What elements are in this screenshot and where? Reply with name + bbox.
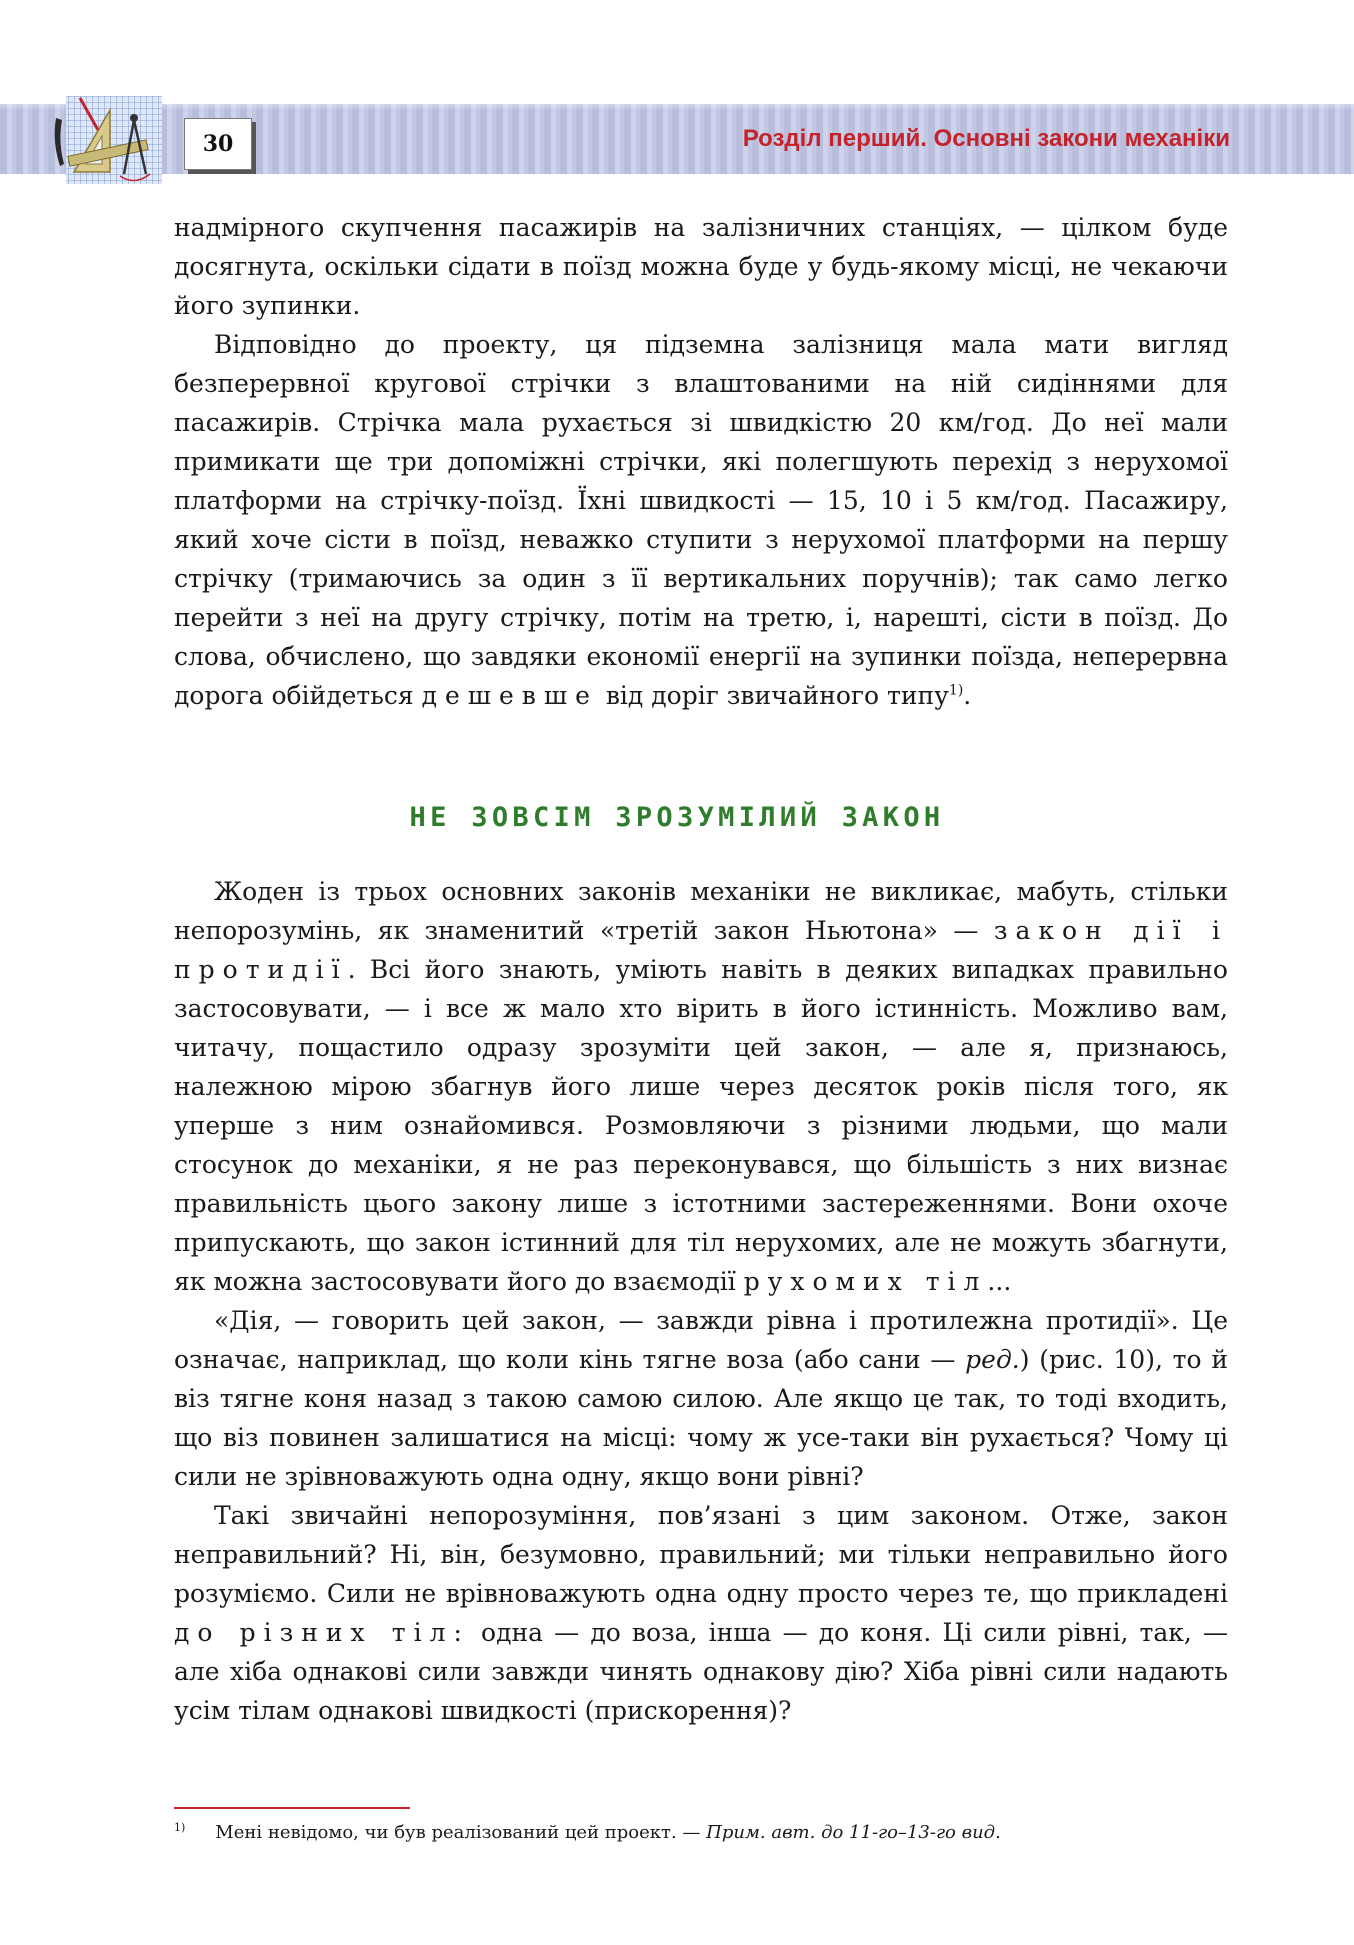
footnote-mark: 1) [174, 1821, 186, 1834]
emphasis-spaced: до різних тіл: [174, 1618, 470, 1647]
running-title: Розділ перший. Основні закони механіки [742, 125, 1230, 152]
paragraph: Такі звичайні непорозуміння, пов’язані з цим законом. Отже, закон неправильний? Ні, він, безумовно, правильний; ми тільки неправильно його розуміємо. Сили не врівноважують одна одну просто через те, що прикладені до різних тіл: одна — до воза, інша — до коня. Ці сили рівні, так, — але хіба однакові сили завжди чинять однакову дію? Хіба рівні сили надають усім тілам однакові швидкості (прискорення)? [174, 1501, 1228, 1725]
section-title: НЕ ЗОВСІМ ЗРОЗУМІЛИЙ ЗАКОН [409, 802, 945, 833]
geometry-tools-icon [50, 90, 170, 190]
footnote-rule [174, 1807, 410, 1809]
section-text [174, 872, 1228, 1730]
footnote-italic: Прим. авт. до 11-го–13-го вид. [706, 1822, 1001, 1843]
paragraph: Відповідно до проекту, ця підземна залізниця мала мати вигляд безперервної кругової стрічки з влаштованими на ній сидіннями для пасажирів. Стрічка мала рухається зі швидкістю 20 км/год. До неї мали примикати ще три допоміжні стрічки, які полегшують перехід з нерухомої платформи на стрічку-поїзд. Їхні швидкості — 15, 10 і 5 км/год. Пасажиру, який хоче сісти в поїзд, неважко ступити з нерухомої платформи на першу стрічку (тримаючись за один з її вертикальних поручнів); так само легко перейти з неї на другу стрічку, потім на третю, і, нарешті, сісти в поїзд. До слова, обчислено, що завдяки економії енергії на зупинки поїзда, неперервна дорога обійдеться дешевше від доріг звичайного типу$^{1)}$. [174, 330, 1228, 710]
footnote-reference: 1) [948, 682, 964, 699]
paragraph: Жоден із трьох основних законів механіки не викликає, мабуть, стільки непорозумінь, як знаменитий «третій закон Ньютона» — закон дії і протидії. Всі його знають, уміють навіть в деяких випадках правильно застосовувати, — і все ж мало хто вірить в його істинність. Можливо вам, читачу, пощастило одразу зрозуміти цей закон, — але я, признаюсь, належною мірою збагнув його лише через десяток років після того, як уперше з ним ознайомився. Розмовляючи з різними людьми, що мали стосунок до механіки, я не раз переконувався, що більшість з них визнає правильність цього закону лише з істотними застереженнями. Вони охоче припускають, що закон істинний для тіл нерухомих, але не можуть збагнути, як можна застосовувати його до взаємодії рухомих тіл... [174, 877, 1228, 1296]
emphasis-spaced: рухомих тіл [743, 1267, 988, 1296]
paragraph: «Дія, — говорить цей закон, — завжди рівна і протилежна протидії». Це означає, наприклад, що коли кінь тягне воза (або сани — ред.) (рис. 10), то й віз тягне коня назад з такою самою силою. Але якщо це так, то тоді входить, що віз повинен залишатися на місці: чому ж усе-таки він рухається? Чому ці сили не зрівноважують одна одну, якщо вони рівні? [174, 1306, 1228, 1491]
emphasis-spaced: закон дії і протидії [174, 916, 1228, 984]
page-number: 30 [184, 118, 252, 170]
paragraph: надмірного скупчення пасажирів на залізничних станціях, — цілком буде досягнута, оскільки сідати в поїзд можна буде у будь-якому місці, не чекаючи його зупинки. [174, 213, 1228, 320]
emphasis-italic: ред. [965, 1345, 1020, 1374]
footnote: $^{1)}$ Мені невідомо, чи був реалізований цей проект. — Прим. авт. до 11-го–13-го вид. [174, 1821, 1001, 1843]
intro-text [174, 208, 1228, 715]
emphasis-spaced: дешевше [421, 681, 598, 710]
